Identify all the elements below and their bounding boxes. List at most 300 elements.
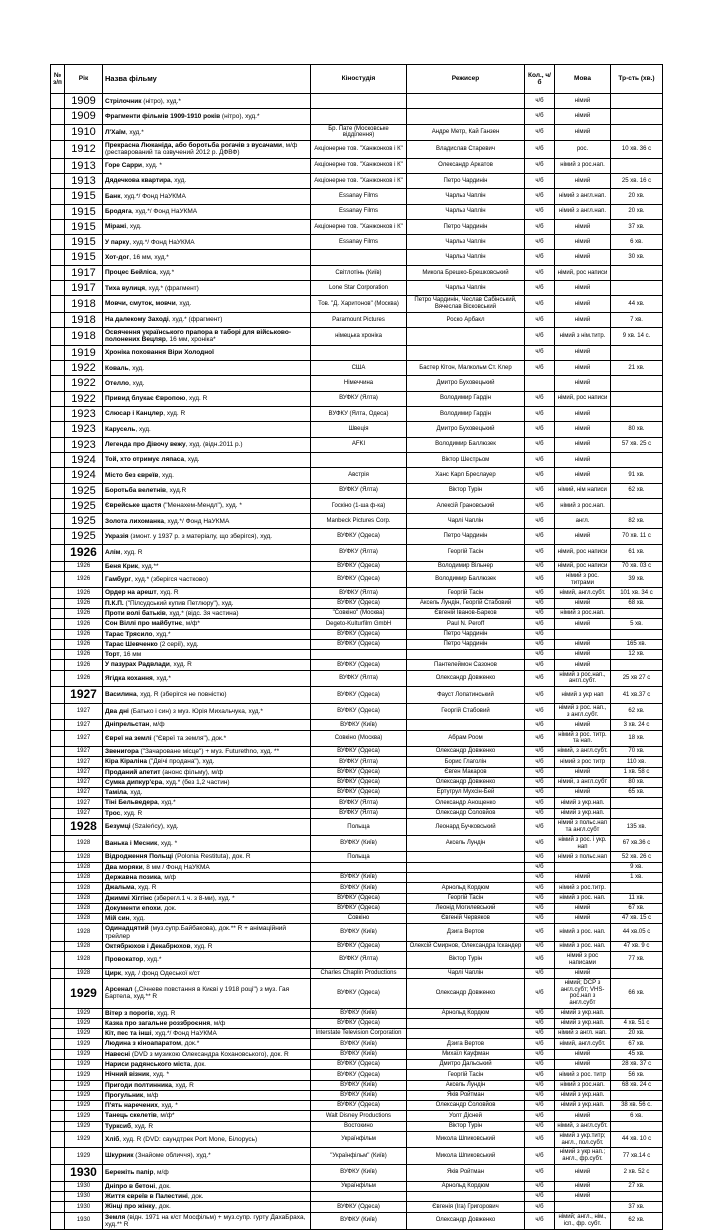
cell-studio: ВУФКУ (Київ) — [311, 720, 407, 730]
cell-language: німий — [555, 1181, 611, 1191]
table-row — [51, 281, 663, 296]
cell-film-title — [103, 281, 311, 296]
cell-number — [51, 952, 65, 968]
cell-color: ч/б — [525, 619, 555, 629]
cell-color: ч/б — [525, 312, 555, 327]
cell-language — [555, 1202, 611, 1212]
cell-color: ч/б — [525, 1181, 555, 1191]
table-row — [51, 903, 663, 913]
cell-number — [51, 1148, 65, 1164]
cell-year: 1926 — [65, 619, 103, 629]
cell-language: німий — [555, 361, 611, 376]
cell-number — [51, 422, 65, 437]
cell-studio: ВУФКУ (Одеса) — [311, 747, 407, 757]
cell-studio: Degeto-Kulturfilm GmbH — [311, 619, 407, 629]
cell-number — [51, 650, 65, 660]
cell-studio: Совкіно (Москва) — [311, 730, 407, 746]
table-row — [51, 767, 663, 777]
cell-studio: ВУФКУ (Ялта) — [311, 670, 407, 686]
cell-director: Віктор Шестрьом — [407, 452, 525, 467]
table-row — [51, 941, 663, 951]
cell-number — [51, 219, 65, 234]
cell-year: 1909 — [65, 109, 103, 124]
filmography-table — [50, 64, 663, 1230]
cell-film-title — [103, 747, 311, 757]
cell-duration: 44 хв. 10 с — [611, 1131, 663, 1147]
cell-studio: ВУФКУ (Ялта) — [311, 544, 407, 561]
cell-film-title — [103, 1049, 311, 1059]
cell-director: Петро Чардинін — [407, 173, 525, 188]
cell-year: 1926 — [65, 598, 103, 608]
cell-duration: 5 хв. — [611, 619, 663, 629]
cell-director: Чарльз Чаплін — [407, 250, 525, 265]
cell-number — [51, 1070, 65, 1080]
film-title-details: , худ. (відн.2011 р.) — [185, 441, 243, 449]
cell-director: Олександр Аркатов — [407, 158, 525, 173]
cell-language: німий — [555, 312, 611, 327]
cell-studio: Акціонерне тов. "Ханжонков і К" — [311, 173, 407, 188]
table-row — [51, 747, 663, 757]
film-title-bold: Два дні — [105, 708, 129, 716]
cell-studio: німецька хроніка — [311, 328, 407, 346]
cell-color: ч/б — [525, 94, 555, 109]
cell-studio — [311, 345, 407, 360]
cell-language: німий з укр.нап. — [555, 1008, 611, 1018]
table-row — [51, 173, 663, 188]
film-title-details: (DVD з музикою Олександра Кохановського), док. R — [130, 1050, 289, 1058]
cell-duration: 4 хв. 51 с — [611, 1018, 663, 1028]
cell-film-title — [103, 189, 311, 204]
cell-color: ч/б — [525, 406, 555, 421]
cell-director: Віктор Турін — [407, 952, 525, 968]
cell-number — [51, 1131, 65, 1147]
cell-director: Володимир Баллюзек — [407, 572, 525, 588]
table-row — [51, 1008, 663, 1018]
cell-language: німий з рос.нап. — [555, 608, 611, 618]
cell-number — [51, 1164, 65, 1181]
cell-year: 1928 — [65, 968, 103, 978]
cell-year: 1926 — [65, 544, 103, 561]
cell-language: німий, англ.субт. — [555, 588, 611, 598]
table-row — [51, 1148, 663, 1164]
film-title-details: , худ. — [158, 471, 174, 479]
cell-film-title — [103, 670, 311, 686]
table-row — [51, 757, 663, 767]
cell-director: Бастер Кітон, Малкольм Ст. Клер — [407, 361, 525, 376]
table-row — [51, 1090, 663, 1100]
film-title-details: , худ.* (фрагмент) — [168, 316, 223, 324]
film-title-bold: Безумці — [105, 823, 131, 831]
cell-film-title — [103, 883, 311, 893]
cell-director: Чарльз Чаплін — [407, 235, 525, 250]
cell-studio: Польща — [311, 819, 407, 836]
film-title-details: , худ. R — [153, 1009, 176, 1017]
cell-studio: Paramount Pictures — [311, 312, 407, 327]
cell-number — [51, 1080, 65, 1090]
film-title-details: , худ.* (без 1,2 частин) — [162, 778, 230, 786]
cell-language: німий — [555, 1060, 611, 1070]
cell-studio: Світлотінь (Київ) — [311, 265, 407, 280]
cell-film-title — [103, 619, 311, 629]
cell-director: Дмитро Буховецький — [407, 376, 525, 391]
cell-color: ч/б — [525, 124, 555, 140]
cell-number — [51, 235, 65, 250]
film-title-bold: Гамбург — [105, 576, 132, 584]
cell-studio: ВУФКУ (Ялта, Одеса) — [311, 406, 407, 421]
cell-year: 1929 — [65, 1131, 103, 1147]
cell-duration — [611, 883, 663, 893]
cell-director: Леонард Бучковський — [407, 819, 525, 836]
table-row — [51, 670, 663, 686]
cell-studio: ВУФКУ (Київ) — [311, 1164, 407, 1181]
cell-number — [51, 1181, 65, 1191]
table-row — [51, 862, 663, 872]
table-row — [51, 1192, 663, 1202]
cell-film-title — [103, 529, 311, 544]
cell-color: ч/б — [525, 265, 555, 280]
cell-director — [407, 109, 525, 124]
cell-number — [51, 808, 65, 818]
cell-film-title — [103, 639, 311, 649]
cell-director — [407, 94, 525, 109]
cell-film-title — [103, 1212, 311, 1230]
table-row — [51, 468, 663, 483]
cell-year: 1913 — [65, 173, 103, 188]
cell-color: ч/б — [525, 141, 555, 159]
cell-language: німий з англ.нап. — [555, 189, 611, 204]
table-row — [51, 361, 663, 376]
cell-language: німий — [555, 660, 611, 670]
cell-language: німий — [555, 1164, 611, 1181]
cell-duration: 1 хв. 58 с — [611, 767, 663, 777]
cell-film-title — [103, 798, 311, 808]
film-title-details: , худ.* — [157, 799, 176, 807]
cell-director: Чарльз Чаплін — [407, 204, 525, 219]
cell-director: Володимир Гардін — [407, 406, 525, 421]
cell-language: німий з укр.нап. — [555, 1101, 611, 1111]
cell-director — [407, 650, 525, 660]
cell-year: 1927 — [65, 788, 103, 798]
cell-language: німий з укр.нап. — [555, 808, 611, 818]
cell-language: англ. — [555, 514, 611, 529]
cell-director: Євгеній Червяков — [407, 914, 525, 924]
cell-language: німий — [555, 639, 611, 649]
cell-director: Уолт Дісней — [407, 1111, 525, 1121]
cell-studio: Тов. "Д. Харитонов" (Москва) — [311, 296, 407, 312]
cell-studio: ВУФКУ (Одеса) — [311, 639, 407, 649]
film-title-details: ("Двічі продана"), худ. — [147, 758, 215, 766]
cell-year: 1928 — [65, 836, 103, 852]
cell-number — [51, 437, 65, 452]
cell-number — [51, 862, 65, 872]
cell-film-title — [103, 1202, 311, 1212]
table-row — [51, 250, 663, 265]
cell-year: 1922 — [65, 391, 103, 406]
cell-studio: Українфільм — [311, 1131, 407, 1147]
film-title-details: , м/ф (реставрований та озвучений 2012 р. ДФВФ) — [105, 142, 298, 157]
film-title-details: , худ.* (відс. 3я частина) — [165, 609, 239, 617]
cell-year: 1923 — [65, 406, 103, 421]
table-row — [51, 204, 663, 219]
cell-director: Леонід Могилевський — [407, 903, 525, 913]
cell-film-title — [103, 572, 311, 588]
cell-studio: ВУФКУ (Київ) — [311, 872, 407, 882]
table-body — [51, 94, 663, 1230]
cell-studio: США — [311, 361, 407, 376]
cell-number — [51, 250, 65, 265]
cell-color: ч/б — [525, 219, 555, 234]
film-title-bold: Мовчи, смуток, мовчи — [105, 300, 176, 308]
cell-year: 1927 — [65, 720, 103, 730]
film-title-details: , худ.*/ Фонд НаУКМА — [163, 517, 230, 525]
cell-language: німий — [555, 1192, 611, 1202]
cell-color: ч/б — [525, 1148, 555, 1164]
film-title-details: , худ.* — [125, 128, 144, 136]
film-title-details: , худ. * — [149, 1071, 170, 1079]
film-title-bold: Банк — [105, 192, 121, 200]
cell-number — [51, 1111, 65, 1121]
table-row — [51, 720, 663, 730]
film-title-bold: Нічний візник — [105, 1071, 150, 1079]
cell-number — [51, 704, 65, 720]
cell-language: німий — [555, 109, 611, 124]
cell-film-title — [103, 250, 311, 265]
cell-duration: 20 хв. — [611, 189, 663, 204]
cell-year: 1926 — [65, 660, 103, 670]
cell-language: німий, з англ.субт. — [555, 747, 611, 757]
cell-year: 1926 — [65, 639, 103, 649]
cell-color: ч/б — [525, 561, 555, 571]
film-title-bold: Бродяга — [105, 208, 132, 216]
cell-duration: 80 хв. — [611, 422, 663, 437]
film-title-bold: Таміла — [105, 789, 127, 797]
cell-number — [51, 914, 65, 924]
cell-film-title — [103, 608, 311, 618]
cell-film-title — [103, 788, 311, 798]
cell-color: ч/б — [525, 893, 555, 903]
film-title-details: (нітро), худ.* — [220, 112, 260, 120]
film-title-details: , худ. * — [157, 840, 178, 848]
table-row — [51, 1029, 663, 1039]
cell-color: ч/б — [525, 544, 555, 561]
table-row — [51, 1070, 663, 1080]
cell-studio: ВУФКУ (Київ) — [311, 1008, 407, 1018]
cell-language: німий — [555, 767, 611, 777]
cell-language: німий з польс.нап — [555, 852, 611, 862]
cell-duration — [611, 406, 663, 421]
film-title-bold: Освячення українського прапора в таборі для військово-полонених Вецляр — [105, 329, 291, 344]
cell-language: німий — [555, 872, 611, 882]
film-title-bold: Арсенал — [105, 985, 133, 993]
film-title-details: (Знайоме обличчя), худ.* — [133, 1152, 211, 1160]
cell-duration: 30 хв. — [611, 250, 663, 265]
film-title-details: (Polonia Restituta), док. R — [173, 853, 251, 861]
cell-duration: 6 хв. — [611, 235, 663, 250]
cell-duration: 7 хв. — [611, 312, 663, 327]
cell-director: Дмитро Буховецький — [407, 422, 525, 437]
cell-language: німий — [555, 437, 611, 452]
film-title-details: ("Зачароване місце") + муз. Futurethno, худ. ** — [138, 748, 280, 756]
film-title-bold: Хроніка поховання Віри Холодної — [105, 349, 214, 357]
cell-language: німий з польс.нап та англ.субт — [555, 819, 611, 836]
cell-year: 1928 — [65, 852, 103, 862]
cell-director: Роско Арбакл — [407, 312, 525, 327]
film-title-bold: Дядечкова квартира — [105, 177, 171, 185]
cell-director: Євгеній Іванов-Барков — [407, 608, 525, 618]
cell-film-title — [103, 687, 311, 704]
cell-duration — [611, 158, 663, 173]
cell-color: ч/б — [525, 798, 555, 808]
table-row — [51, 598, 663, 608]
cell-film-title — [103, 296, 311, 312]
film-title-details: (нітро), худ.* — [141, 97, 181, 105]
cell-number — [51, 204, 65, 219]
cell-color: ч/б — [525, 189, 555, 204]
cell-duration: 11 хв. — [611, 893, 663, 903]
film-title-details: (анонс фільму), м/ф — [160, 768, 224, 776]
cell-number — [51, 1008, 65, 1018]
film-title-bold: Сон Віллі про майбутнє — [105, 620, 183, 628]
cell-studio: Швеція — [311, 422, 407, 437]
cell-language: німий з рос титр — [555, 757, 611, 767]
cell-year: 1928 — [65, 952, 103, 968]
film-title-bold: Кіра Кіраліна — [105, 758, 147, 766]
header-row — [51, 65, 663, 94]
cell-year: 1915 — [65, 219, 103, 234]
cell-number — [51, 1060, 65, 1070]
cell-color: ч/б — [525, 1090, 555, 1100]
film-title-details: , худ. — [170, 177, 187, 185]
cell-studio: Interstate Television Corporation — [311, 1029, 407, 1039]
table-row — [51, 422, 663, 437]
cell-year: 1927 — [65, 704, 103, 720]
cell-film-title — [103, 952, 311, 968]
cell-studio: ВУФКУ (Одеса) — [311, 978, 407, 1008]
cell-studio — [311, 94, 407, 109]
cell-year: 1929 — [65, 1039, 103, 1049]
cell-film-title — [103, 1111, 311, 1121]
cell-language: німий — [555, 376, 611, 391]
film-title-bold: Прекрасна Люканіда, або боротьба рогачів з вусачами — [105, 142, 283, 150]
cell-language: німий — [555, 650, 611, 660]
cell-director: Дзига Вертов — [407, 924, 525, 942]
table-row — [51, 968, 663, 978]
cell-duration — [611, 94, 663, 109]
cell-year: 1924 — [65, 452, 103, 467]
cell-year: 1927 — [65, 808, 103, 818]
cell-duration: 41 хв.37 с — [611, 687, 663, 704]
cell-duration — [611, 391, 663, 406]
cell-director: Чарлі Чаплін — [407, 514, 525, 529]
cell-film-title — [103, 1164, 311, 1181]
cell-director: Георгій Тасін — [407, 893, 525, 903]
cell-studio: Акціонерне тов. "Ханжонков і К" — [311, 219, 407, 234]
film-title-details: , м/ф* — [182, 620, 200, 628]
cell-studio: Австрія — [311, 468, 407, 483]
cell-number — [51, 452, 65, 467]
cell-number — [51, 544, 65, 561]
cell-color: ч/б — [525, 529, 555, 544]
cell-film-title — [103, 376, 311, 391]
cell-director: Чарльз Чаплін — [407, 189, 525, 204]
cell-studio: ВУФКУ (Одеса) — [311, 598, 407, 608]
cell-color: ч/б — [525, 629, 555, 639]
cell-film-title — [103, 265, 311, 280]
cell-duration — [611, 1090, 663, 1100]
cell-number — [51, 328, 65, 346]
cell-year: 1915 — [65, 189, 103, 204]
film-title-bold: Тіні Бельведера — [105, 799, 158, 807]
film-title-details: , худ.* — [143, 956, 162, 964]
cell-year: 1928 — [65, 941, 103, 951]
cell-director: Paul N. Peroff — [407, 619, 525, 629]
film-title-bold: Турксиб — [105, 1122, 132, 1130]
cell-director: Борис Глаголін — [407, 757, 525, 767]
film-title-bold: Шкурник — [105, 1152, 134, 1160]
cell-year: 1930 — [65, 1192, 103, 1202]
cell-duration — [611, 808, 663, 818]
cell-number — [51, 1101, 65, 1111]
cell-studio: "Українфільм" (Київ) — [311, 1148, 407, 1164]
cell-duration — [611, 660, 663, 670]
film-title-bold: Хліб — [105, 1135, 120, 1143]
cell-film-title — [103, 903, 311, 913]
table-row — [51, 704, 663, 720]
cell-studio: ВУФКУ (Ялта) — [311, 391, 407, 406]
cell-number — [51, 720, 65, 730]
table-row — [51, 376, 663, 391]
cell-film-title — [103, 1018, 311, 1028]
cell-director: Олександр Довженко — [407, 670, 525, 686]
cell-color: ч/б — [525, 660, 555, 670]
cell-studio: ВУФКУ (Київ) — [311, 1090, 407, 1100]
cell-language: німий з англ.нап. — [555, 204, 611, 219]
cell-color: ч/б — [525, 968, 555, 978]
cell-color: ч/б — [525, 296, 555, 312]
cell-film-title — [103, 514, 311, 529]
cell-film-title — [103, 345, 311, 360]
film-title-bold: Тарас Трясило — [105, 630, 153, 638]
cell-year: 1922 — [65, 361, 103, 376]
cell-director: Євгенія (Іга) Григорович — [407, 1202, 525, 1212]
cell-studio: Востокино — [311, 1121, 407, 1131]
cell-year: 1929 — [65, 1080, 103, 1090]
cell-studio: ВУФКУ (Київ) — [311, 1049, 407, 1059]
film-title-details: , 8 мм / Фонд НаУКМА — [142, 863, 210, 871]
cell-number — [51, 819, 65, 836]
cell-duration: 70 хв. 03 с — [611, 561, 663, 571]
cell-duration: 9 хв. 14 с. — [611, 328, 663, 346]
cell-duration: 1 хв. — [611, 872, 663, 882]
film-title-details: , худ. R — [185, 395, 208, 403]
cell-film-title — [103, 561, 311, 571]
cell-film-title — [103, 109, 311, 124]
cell-film-title — [103, 219, 311, 234]
film-title-details: , худ.*/ Фонд НаУКМА — [131, 208, 198, 216]
film-title-details: (муз.супр.Байбакова), док.** R + анімаційний трейлер — [105, 925, 287, 940]
film-title-bold: Земля — [105, 1213, 126, 1221]
cell-language: німий — [555, 720, 611, 730]
cell-number — [51, 1049, 65, 1059]
table-row — [51, 345, 663, 360]
cell-director: Олексій Смирнов, Олександра Іскандер — [407, 941, 525, 951]
film-title-bold: Життя євреїв в Палестині — [105, 1193, 188, 1201]
cell-duration: 12 хв. — [611, 650, 663, 660]
cell-number — [51, 514, 65, 529]
cell-studio: ВУФКУ (Одеса) — [311, 767, 407, 777]
cell-director: Чарлі Чаплін — [407, 968, 525, 978]
film-title-details: , худ. R — [120, 809, 143, 817]
